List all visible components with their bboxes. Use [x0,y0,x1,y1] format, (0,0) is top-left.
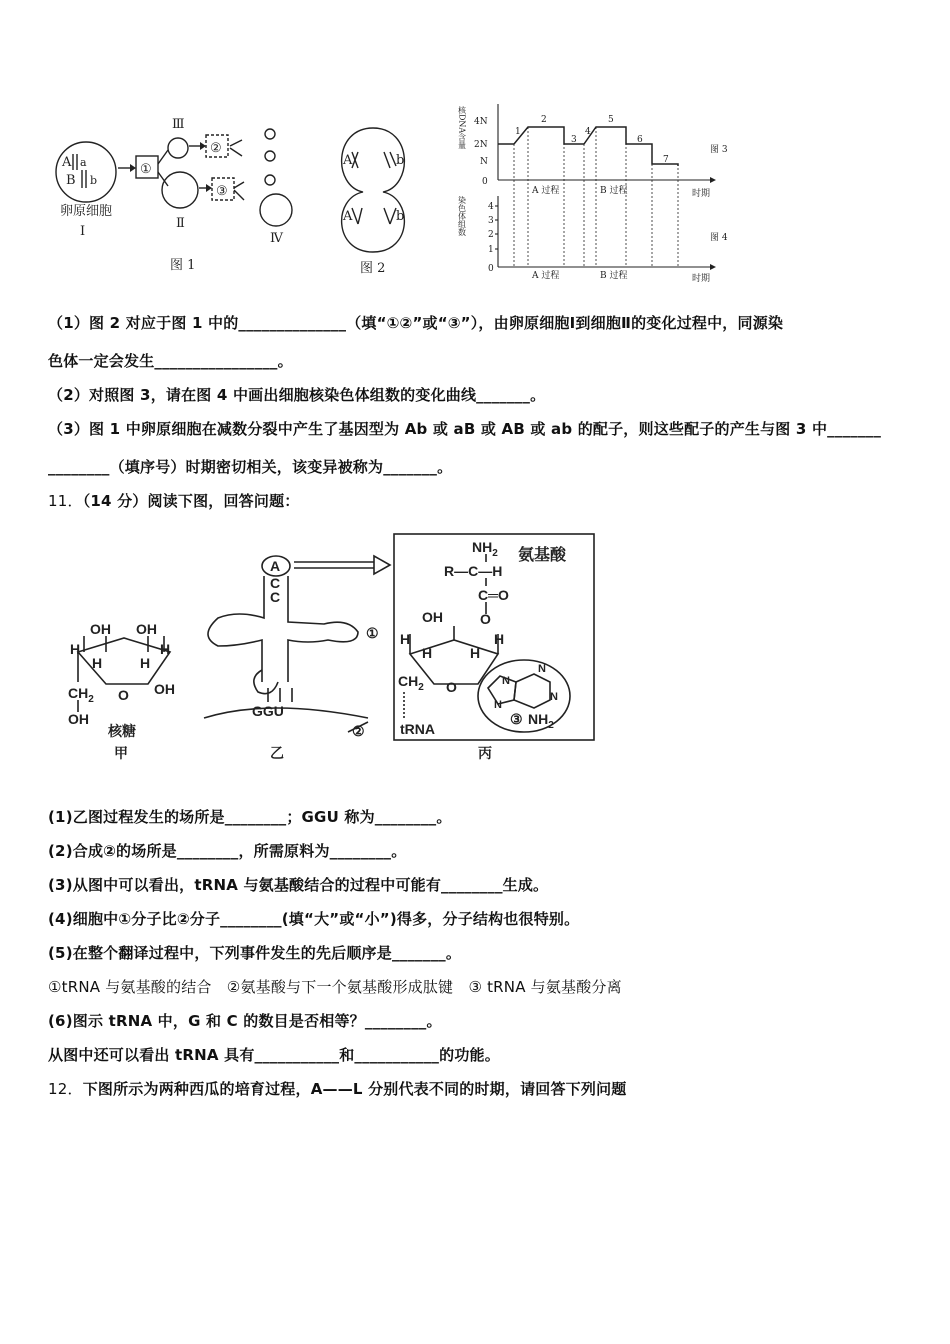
adenine-n: N [494,699,502,711]
adenine-n: N [538,663,546,675]
label-jia: 甲 [114,745,128,761]
q10-part1-line2: 色体一定会发生________________。 [48,352,293,370]
fig3-seg-label: 5 [608,115,614,125]
fig3-seg-label: 1 [515,127,521,137]
fig2-gene-bottom-left: A [343,209,353,224]
figure-1-caption: 图 1 [170,258,196,273]
amino-c-o: C═O [478,587,509,603]
figure-4-caption: 图 4 [710,233,728,243]
fig3-tick-n: N [480,157,488,167]
anticodon-ggu: GGU [252,703,284,719]
fig3-tick-2n: 2N [474,140,488,150]
cell-iii [168,138,188,158]
fig3-y-label: 核DNA含量 [457,106,467,150]
fig4-tick: 1 [488,245,494,255]
fig4-tick: 4 [488,202,494,212]
q11-title: （14 分）阅读下图，回答问题： [82,492,300,510]
fig3-tick-4n: 4N [474,117,488,127]
cell-ii [162,172,198,208]
bing-oh: OH [422,609,443,625]
gene-label-b: b [90,174,98,187]
ribose-h: H [92,655,103,671]
ribose-ring-o: O [118,687,129,703]
fig3-x-label: 时期 [692,189,711,199]
q11-part6: (6)图示 tRNA 中，G 和 C 的数目是否相等？________。 [48,1012,442,1030]
figure-3-caption: 图 3 [710,145,728,155]
ribose-h: H [160,641,171,657]
fig3-seg-label: 3 [571,135,577,145]
q10-part3-line2: ________（填序号）时期密切相关，该变异被称为_______。 [48,458,453,476]
ribose-oh-top-right: OH [136,621,157,637]
q12-text: 下图所示为两种西瓜的培育过程，A——L 分别代表不同的时期，请回答下列问题 [82,1080,627,1098]
step-label-2: ② [210,141,222,156]
bing-trna-label: tRNA [400,721,435,737]
egg-cell-iv [260,194,292,226]
ribose-ch2: $CH_2$ [68,685,94,705]
bing-h: H [422,645,433,661]
step-label-3: ③ [216,184,228,199]
q11-part4: (4)细胞中①分子比②分子________(填“大”或“小”)得多，分子结构也很特别。 [48,910,580,928]
label-bing: 丙 [478,745,492,761]
q11-heading [48,490,300,511]
fig4-y-label: 染色体组数 [457,196,467,236]
figure-row-meiosis [48,92,908,287]
bing-ch2: $CH_2$ [398,673,424,693]
q11-number: 11． [48,492,83,510]
step-label-1: ① [140,162,152,177]
fig2-gene-top-right: b [396,153,405,168]
gene-label-A: A [62,155,72,170]
label-circle-2: ② [352,723,365,739]
ribose-caption: 核糖 [108,723,136,739]
fig4-process-a: A 过程 [532,271,560,281]
oogonium-label: 卵原细胞 [60,204,113,219]
q11-part5: (5)在整个翻译过程中，下列事件发生的先后顺序是_______。 [48,944,462,962]
bing-h: H [470,645,481,661]
adenine-nh2: $NH_2$ [528,711,554,731]
amino-acid-label: 氨基酸 [518,547,567,564]
roman-label-iii: Ⅲ [172,117,185,132]
acceptor-c: C [270,575,281,591]
bing-h: H [494,631,505,647]
fig2-gene-bottom-right: b [396,209,405,224]
label-circle-3: ③ [510,711,523,727]
figure-3-labels [457,105,728,199]
q10-part2: （2）对照图 3，请在图 4 中画出细胞核染色体组数的变化曲线_______。 [48,386,546,404]
adenine-n: N [550,691,558,703]
fig2-gene-top-left: A [343,153,353,168]
fig4-tick: 3 [488,216,494,226]
ribose-oh-right: OH [154,681,175,697]
arrow-to-bing [294,556,390,574]
figure-2-labels [342,153,404,276]
acceptor-c: C [270,589,281,605]
adenine-n: N [502,675,510,687]
dividing-cell-outline [342,128,405,252]
q11-part3: (3)从图中可以看出，tRNA 与氨基酸结合的过程中可能有________生成。 [48,876,549,894]
fig3-process-a: A 过程 [532,186,560,196]
figure-2 [342,128,405,252]
fig3-process-b: B 过程 [600,186,628,196]
figure-2-caption: 图 2 [360,261,386,276]
bing-h: H [400,631,411,647]
fig3-tick-0: 0 [482,177,488,187]
amino-nh2: $NH_2$ [472,539,498,559]
fig3-seg-label: 6 [637,135,643,145]
ribose-oh-top-left: OH [90,621,111,637]
q12-number: 12． [48,1080,83,1098]
gene-label-B: B [66,173,76,188]
polar-body-2 [265,151,275,161]
q11-part1: (1)乙图过程发生的场所是________；GGU 称为________。 [48,808,452,826]
q10-part3-line1: （3）图 1 中卵原细胞在减数分裂中产生了基因型为 Ab 或 aB 或 AB 或 ab 的配子，则这些配子的产生与图 3 中_______ [48,420,882,438]
ribose-oh-bottom: OH [68,711,89,727]
label-yi: 乙 [270,745,284,761]
gene-label-a: a [80,156,87,169]
q12-heading [48,1078,626,1099]
roman-label-i: Ⅰ [80,224,86,239]
ribose-h: H [140,655,151,671]
figure-trna [48,522,608,772]
fig4-x-label: 时期 [692,274,711,284]
amino-r-ch: R—C—H [444,563,503,579]
polar-body-1 [265,129,275,139]
fig4-tick: 2 [488,230,494,240]
label-circle-1: ① [366,625,379,641]
q11-part5-options: ①tRNA 与氨基酸的结合 ②氨基酸与下一个氨基酸形成肽键 ③ tRNA 与氨基酸分离 [48,978,622,996]
polar-body-3 [265,175,275,185]
fig3-seg-label: 7 [663,155,669,165]
bing-ring-o: O [446,679,457,695]
fig4-process-b: B 过程 [600,271,628,281]
fig3-seg-label: 2 [541,115,547,125]
roman-label-iv: Ⅳ [270,231,283,246]
fig3-seg-label: 4 [585,127,591,137]
ribose-h: H [70,641,81,657]
trna-cloverleaf [204,556,368,732]
aminoacyl-labels [398,539,567,761]
fig4-tick: 0 [488,264,494,274]
trna-labels [252,558,379,761]
acceptor-a: A [270,558,281,574]
ester-o: O [480,611,491,627]
q11-part2: (2)合成②的场所是________，所需原料为________。 [48,842,407,860]
q11-part6-followup: 从图中还可以看出 tRNA 具有___________和___________的功能。 [48,1046,500,1064]
roman-label-ii: Ⅱ [176,216,185,231]
q10-part1-line1: （1）图 2 对应于图 1 中的______________（填“①②”或“③”），由卵原细胞Ⅰ到细胞Ⅱ的变化过程中，同源染 [48,314,784,332]
